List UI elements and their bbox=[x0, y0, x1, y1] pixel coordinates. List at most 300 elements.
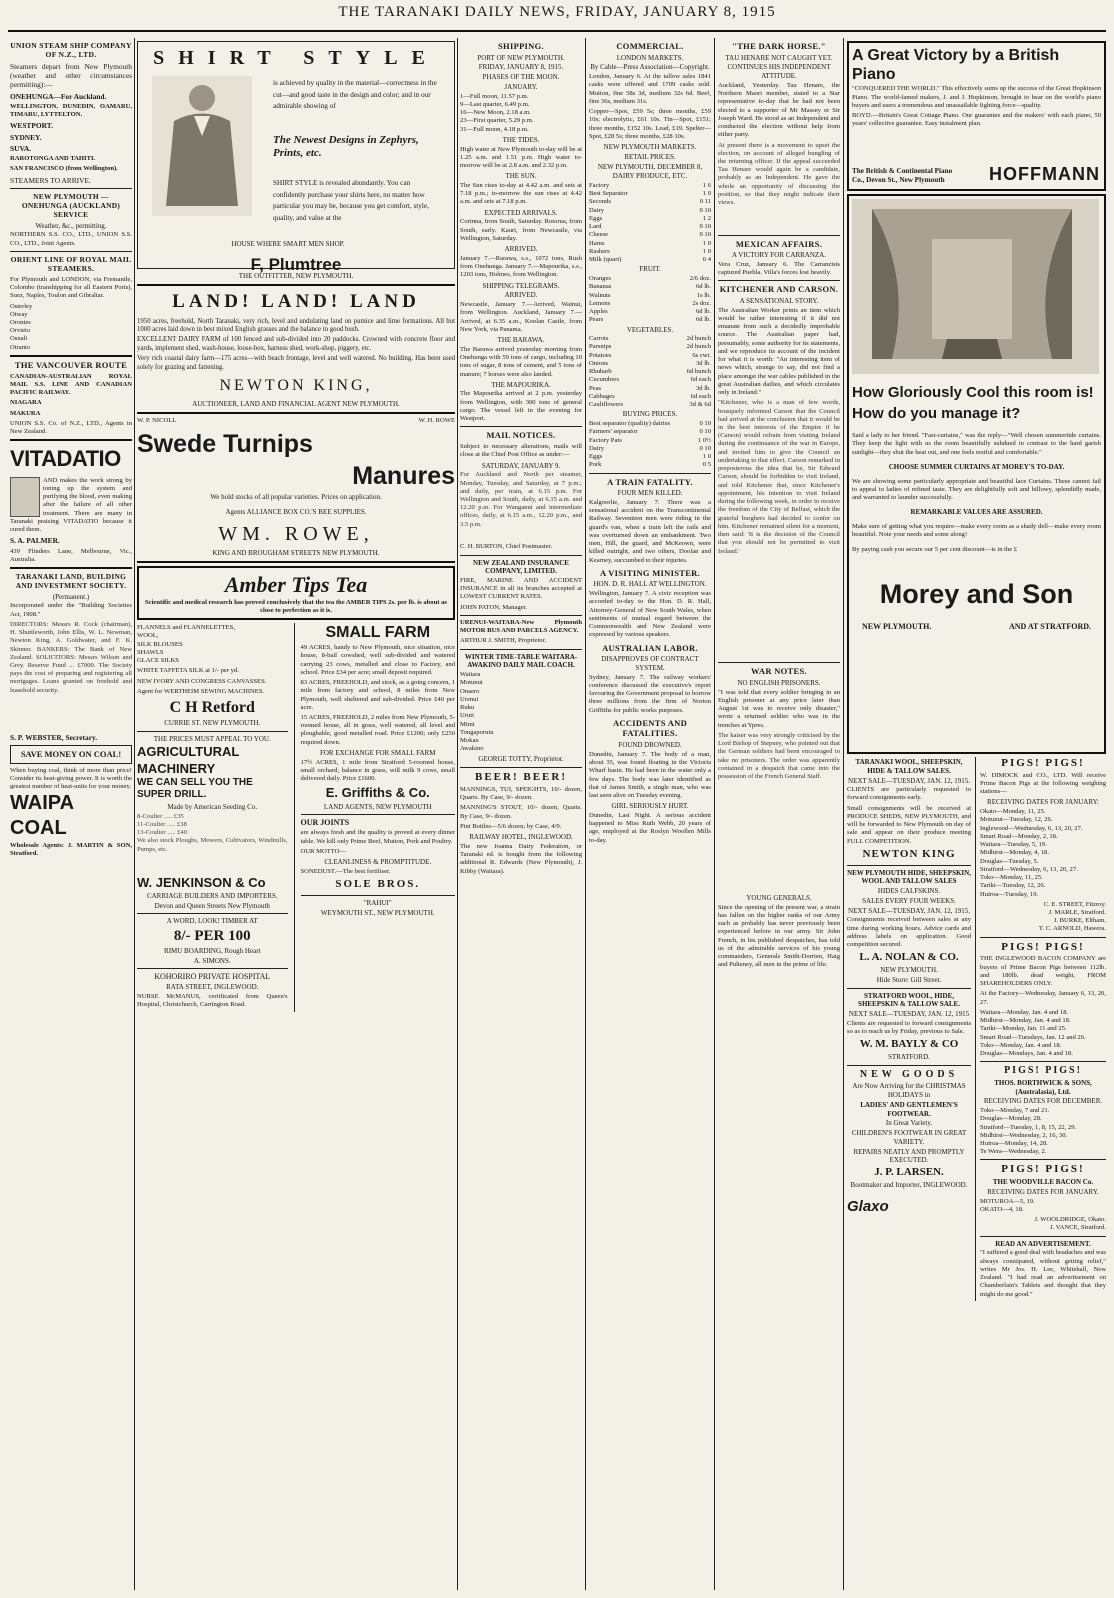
pig-date: MOTUROA—5, 19. bbox=[980, 1197, 1035, 1205]
said-text: Said a lady to her friend. "Fast-curtains," was the reply—"Well chosen summertide curtains. They keep the light with us the room beautifully subdued in contrast to the hard garish sunlight—they shut the heat out, and one feels restful and comfortable." bbox=[852, 432, 1101, 456]
ship-name: Otway bbox=[10, 310, 28, 318]
price-item-name: Eggs bbox=[589, 453, 603, 461]
dimock-agents bbox=[980, 901, 1106, 934]
taranaki-land-heading: TARANAKI LAND, BUILDING AND INVESTMENT SOCIETY. bbox=[15, 572, 127, 591]
shipping-heading: SHIPPING. bbox=[498, 41, 544, 51]
advertisement-heading: READ AN ADVERTISEMENT. bbox=[995, 1239, 1091, 1248]
station: Waitara bbox=[460, 671, 481, 679]
price-row bbox=[589, 292, 711, 300]
moon-phase: 16—New Moon, 2.18 a.m. bbox=[460, 109, 531, 117]
land-text: 1950 acres, freehold, North Taranaki, very rich, level and undulating land on pumice and lime formations. All but 1000 acres laid down in best mixed English grasses and the balance in good bush. bbox=[137, 317, 455, 333]
retford-item: SILK BLOUSES bbox=[137, 640, 183, 648]
girl-text: Dunedin, Last Night. A serious accident happened to Miss Ruth Webb, 20 years of age, employed at the Roslyn Woollen Mills to-day. bbox=[589, 812, 711, 844]
price-item-name: Dairy bbox=[589, 444, 605, 452]
orient-heading: ORIENT LINE OF ROYAL MAIL STEAMERS. bbox=[10, 254, 132, 274]
price-item-name: Cheese bbox=[589, 231, 609, 239]
manures: Manures bbox=[352, 461, 455, 490]
tides-heading: THE TIDES. bbox=[502, 135, 540, 144]
price-row bbox=[589, 376, 711, 384]
vitadatio-figure bbox=[10, 477, 40, 517]
carriage-builders: CARRIAGE BUILDERS AND IMPORTERS. bbox=[146, 891, 278, 900]
np-onehunga-sub: Weather, &c., permitting. bbox=[35, 221, 107, 230]
retford-item: FLANNELS and FLANNELETTES, bbox=[137, 624, 235, 632]
price-row bbox=[589, 316, 711, 324]
waipa-agents: Wholesale Agents: J. MARTIN & SON, Stratford. bbox=[10, 841, 132, 857]
pig-date: Midhirst—Monday, Jan. 4 and 18. bbox=[980, 1017, 1071, 1025]
moon-phases bbox=[460, 93, 582, 134]
np-markets: NEW PLYMOUTH MARKETS. bbox=[603, 143, 697, 151]
wertheim: Agent for WERTHEIM SEWING MACHINES. bbox=[137, 687, 265, 695]
price-item-value: 3d & 6d bbox=[689, 401, 711, 409]
price-row bbox=[589, 360, 711, 368]
price-item-value: 1 0 bbox=[702, 453, 711, 461]
clients: CLIENTS are particularly requested to forward consignments early. bbox=[847, 786, 972, 802]
cable-note: By Cable—Press Association—Copyright. bbox=[590, 63, 710, 72]
timber-price: 8/- PER 100 bbox=[173, 928, 251, 945]
tau-text: Auckland, Yesterday. Tau Henare, the Northern Maori member, stated to a Star representative to-day that he had not been elected to a supporter of Mr Massey or Sir Joseph Ward. He stood as an Independent and conducted the election without help from either party. bbox=[718, 81, 840, 139]
price-row bbox=[589, 207, 711, 215]
niagara: NIAGARA bbox=[10, 399, 42, 407]
drill-table: 8-Coulter ..... £35 11-Coulter ..... £38 13-Coulter ..... £40 We also stock Ploughs, Mowers, Cultivators, Windmills, Pumps, etc. bbox=[137, 812, 288, 853]
labor-heading: AUSTRALIAN LABOR. bbox=[602, 642, 698, 653]
how-gloriously: How Gloriously Cool this room is! How do you manage it? bbox=[852, 384, 1094, 423]
disapproves: DISAPPROVES OF CONTRACT SYSTEM. bbox=[601, 655, 699, 672]
nolan: L. A. NOLAN & CO. bbox=[859, 951, 959, 964]
price-item-name: Carrots bbox=[589, 335, 609, 343]
pig-date: Okato—Monday, 11, 25. bbox=[980, 808, 1046, 816]
veg-list bbox=[589, 335, 711, 409]
makura: MAKURA bbox=[10, 409, 41, 417]
price-item-name: Potatoes bbox=[589, 351, 612, 359]
train-text: Kalgoorlie, January 7. There was a sensational accident on the Transcontinental Railway. Seventeen men were riding in the guard's van, when a train left the rails and was overturned down an embankment. Two men, Hill, the guard, and McKeown, were killed outright, and two others, Doolan and Kearney, succumbed to their injuries. bbox=[589, 498, 711, 564]
price-row bbox=[589, 223, 711, 231]
price-item-name: Cabbages bbox=[589, 392, 615, 400]
nurse: NURSE McMANUS, certificated from Queen's Hospital, Christchurch, Carrington Road. bbox=[137, 993, 288, 1009]
joints-text: are always fresh and the quality is proved at every dinner table. We kill only Prime Beef, Mutton, Pork and Poultry. bbox=[300, 829, 455, 845]
glaxo: Glaxo bbox=[847, 1197, 889, 1215]
westport-route: WESTPORT. bbox=[10, 121, 53, 131]
retail-prices: RETAIL PRICES. bbox=[624, 152, 676, 161]
hides-calfskins: HIDES CALFSKINS. bbox=[877, 887, 941, 896]
station: Tongaporutu bbox=[460, 728, 494, 736]
accidents-heading: ACCIDENTS AND FATALITIES. bbox=[612, 717, 688, 739]
price-item-value: 6d each bbox=[690, 392, 711, 400]
price-item-value: 0 10 bbox=[699, 420, 711, 428]
next-sale-3: NEXT SALE—TUESDAY, JAN. 12, 1915 bbox=[848, 1010, 970, 1019]
price-item-name: Lemons bbox=[589, 299, 611, 307]
price-row bbox=[589, 240, 711, 248]
butter-list bbox=[589, 182, 711, 264]
dairy-federation: The new Joanna Dairy Federation, or Taranaki ed. is bought from the following additional R. Edwards (New Plymouth), J. Kibby (Waitara). bbox=[460, 842, 582, 875]
price-item-name: Hams bbox=[589, 239, 605, 247]
mail-text: Subject to necessary alterations, mails will close at the Chief Post Office as under:— bbox=[460, 443, 582, 459]
small-farm-heading: SMALL FARM bbox=[325, 624, 431, 642]
vegetables-heading: VEGETABLES. bbox=[626, 325, 674, 334]
sensational: A SENSATIONAL STORY. bbox=[739, 296, 819, 305]
price-item-value: 1 6 bbox=[702, 182, 711, 189]
dimock-dates bbox=[980, 808, 1106, 899]
woodville-dates: RECEIVING DATES FOR JANUARY. bbox=[987, 1187, 1099, 1196]
column-shipping-ads bbox=[10, 38, 132, 1590]
phases-heading: PHASES OF THE MOON. bbox=[482, 73, 560, 82]
carranza-sub: A VICTORY FOR CARRANZA. bbox=[731, 251, 826, 260]
railway-hotel: RAILWAY HOTEL, INGLEWOOD. bbox=[469, 833, 573, 842]
onehunga: ONEHUNGA—For Auckland. bbox=[10, 91, 107, 101]
smith: ARTHUR J. SMITH, Proprietor. bbox=[460, 637, 547, 645]
moon-phase: 31—Full moon, 4.18 p.m. bbox=[460, 125, 529, 133]
train-heading: A TRAIN FATALITY. bbox=[607, 476, 693, 487]
pig-date: Midhirst—Monday, 4, 18. bbox=[980, 849, 1050, 857]
pig-date: Huiroa—Tuesday, 19. bbox=[980, 890, 1039, 898]
price-row bbox=[589, 190, 711, 198]
union-steam-heading: UNION STEAM SHIP COMPANY OF N.Z., LTD. bbox=[10, 41, 132, 60]
repairs: REPAIRS NEATLY AND PROMPTLY EXECUTED. bbox=[853, 1147, 965, 1165]
farm-15: 15 ACRES, FREEHOLD, 2 miles from New Plymouth, 5-roomed house, all in grass, well watered, all level and ploughable, good metalled road. Price £1200; only £250 required down. bbox=[300, 713, 455, 746]
jenkinson: W. JENKINSON & Co bbox=[137, 874, 266, 890]
hospital-addr: RATA STREET, INGLEWOOD. bbox=[166, 983, 259, 992]
retford-name: C H Retford bbox=[169, 698, 255, 716]
moon-phase: 9—Last quarter, 6.49 p.m. bbox=[460, 100, 530, 108]
sydney-route: SYDNEY. bbox=[10, 132, 42, 142]
nicoll: W. P. NICOLL bbox=[137, 417, 177, 425]
price-item-name: Lard bbox=[589, 223, 602, 231]
london-text: London, January 6. At the tallow sales 1841 casks were offered and 1709 casks sold. Mutton, fine 58s 3d, medium 32s 6d. Beef, fine 36s, medium 31s. bbox=[589, 73, 711, 105]
agent: J. MARLE, Stratford. bbox=[1048, 909, 1106, 917]
shirt-text-2: SHIRT STYLE is revealed abundantly. You can confidently purchase your shirts here, no matter how particular you may be, because you get comfort, style, quality, and value at the bbox=[273, 179, 429, 222]
next-sale-2: NEXT SALE—TUESDAY, JAN. 12, 1915. bbox=[848, 906, 971, 915]
price-item-name: Pork bbox=[589, 461, 602, 469]
footwear: LADIES' AND GENTLEMEN'S FOOTWEAR. bbox=[860, 1100, 958, 1118]
pig-date: Motunui—Tuesday, 12, 26. bbox=[980, 816, 1053, 824]
ship-name: Orvieto bbox=[10, 327, 31, 335]
price-item-name: Factory bbox=[589, 182, 610, 189]
station: Mimi bbox=[460, 720, 475, 728]
borthwick-dates: RECEIVING DATES FOR DECEMBER. bbox=[983, 1097, 1103, 1106]
generals-text: Since the opening of the present war, a strain has fallen on the higher ranks of our Army such as probably has never previously been experienced before in our army. Sir John French, in his published despatches, has told us of the admirable services of his young commanders, Generals Smith-Dorrien, Haig and Pulteney, all men in the prime of life. bbox=[718, 903, 840, 969]
mail-heading: MAIL NOTICES. bbox=[486, 430, 556, 441]
barawa-heading: THE BARAWA. bbox=[497, 336, 545, 345]
choose-curtains: CHOOSE SUMMER CURTAINS AT MOREY'S TO-DAY. bbox=[888, 462, 1065, 471]
column-shipping bbox=[460, 38, 582, 1590]
price-item-value: 3d lb. bbox=[695, 384, 711, 392]
price-row bbox=[589, 215, 711, 223]
price-item-name: Walnuts bbox=[589, 291, 611, 299]
dairy-produce: DAIRY PRODUCE, ETC. bbox=[612, 172, 688, 181]
pig-date: Stratford—Tuesday, 1, 8, 15, 22, 29. bbox=[980, 1123, 1077, 1131]
station: Awakino bbox=[460, 745, 484, 753]
sales-every: SALES EVERY FOUR WEEKS. bbox=[862, 896, 956, 905]
price-item-value: 3d lb. bbox=[695, 359, 711, 367]
plumtree-name: F, Plumtree bbox=[250, 255, 342, 274]
orient-ships bbox=[10, 303, 132, 352]
price-item-name: Rashers bbox=[589, 247, 610, 255]
price-item-value: 2s doz. bbox=[692, 299, 711, 307]
children: CHILDREN'S FOOTWEAR IN GREAT VARIETY. bbox=[851, 1129, 967, 1146]
amber-tips-text: Scientific and medical research has proved conclusively that the tea the AMBER TIPS 2s. per lb. is about as close to perfection as it is. bbox=[145, 598, 447, 614]
price-item-name: Cauliflowers bbox=[589, 401, 624, 409]
agent: C. E. STREET, Fitzroy. bbox=[1043, 900, 1106, 908]
price-item-name: Factory Pats bbox=[589, 436, 622, 444]
pigs-heading-2: PIGS! PIGS! bbox=[1001, 940, 1085, 953]
price-item-name: Parsnips bbox=[589, 343, 612, 351]
kitchener-heading: KITCHENER AND CARSON. bbox=[719, 284, 839, 295]
morey-np: NEW PLYMOUTH. bbox=[862, 621, 932, 631]
ship-name: Osterley bbox=[10, 302, 33, 310]
sun-heading: THE SUN. bbox=[505, 172, 537, 181]
moon-phase: 1—Full moon, 11.57 p.m. bbox=[460, 92, 529, 100]
price-item-value: 2d bunch bbox=[686, 335, 711, 343]
stratford-wool: STRATFORD WOOL, HIDE, SHEEPSKIN & TALLOW SALE. bbox=[858, 991, 960, 1009]
price-item-value: 1 0 bbox=[702, 239, 711, 247]
cash-discount: By paying cash you secure our 5 per cent discount—is in the £ bbox=[852, 545, 1018, 553]
union-agents: UNION S.S. Co. of N.Z., LTD., Agents in New Zealand. bbox=[10, 419, 132, 435]
price-item-name: Best Separator bbox=[589, 190, 628, 198]
clients-2: Clients are requested to forward consignments so as to reach us by Friday, previous to Sale. bbox=[847, 1019, 972, 1036]
newest-designs: The Newest Designs in Zephyrs, Prints, etc. bbox=[273, 134, 419, 160]
price-row bbox=[589, 275, 711, 283]
price-item-value: 0 10 bbox=[699, 206, 711, 214]
station: Motunui bbox=[460, 679, 483, 687]
price-row bbox=[589, 256, 711, 264]
newton-king-sub: AUCTIONEER, LAND AND FINANCIAL AGENT NEW PLYMOUTH. bbox=[192, 400, 400, 409]
vitadatio-text: AND makes the work strong by toning up the system and purifying the blood, even making after the failure of all other treatment. There are many in Taranaki praising VITADATIO because it cured them. bbox=[10, 476, 132, 534]
price-item-name: Pears bbox=[589, 316, 604, 324]
suva-route: SUVA. bbox=[10, 143, 32, 153]
tides-text: High water at New Plymouth to-day will be at 1.25 a.m. and 1.51 p.m. High water to-morrow will be at 2.8 a.m. and 2.32 p.m. bbox=[460, 145, 582, 170]
price-row bbox=[589, 445, 711, 453]
hoffmann: HOFFMANN bbox=[989, 163, 1100, 184]
nz-insurance: NEW ZEALAND INSURANCE COMPANY, LIMITED. bbox=[473, 558, 569, 576]
borthwick: THOS. BORTHWICK & SONS, (Australasia), Ltd. bbox=[994, 1078, 1092, 1096]
prices-appeal: THE PRICES MUST APPEAL TO YOU. bbox=[153, 734, 271, 743]
pig-date: Te Wera—Wednesday, 2. bbox=[980, 1148, 1047, 1156]
wm-rowe-addr: KING AND BROUGHAM STREETS NEW PLYMOUTH. bbox=[212, 549, 380, 558]
great-victory: A Great Victory by a British Piano bbox=[852, 47, 1060, 84]
telegrams-heading: SHIPPING TELEGRAMS. bbox=[482, 281, 560, 290]
masthead-rule bbox=[8, 30, 1106, 32]
incorporated: Incorporated under the "Building Societies Act, 1908." bbox=[10, 602, 132, 618]
ship-name: Otranto bbox=[10, 343, 31, 351]
price-item-name: Rhubarb bbox=[589, 368, 612, 376]
price-item-name: Peas bbox=[589, 384, 602, 392]
sun-text: The Sun rises to-day at 4.42 a.m. and sets at 7.18 p.m.; to-morrow the sun rises at 4.42 a.m. and sets at 7.18 p.m. bbox=[460, 182, 582, 206]
war-text: "I was told that every soldier bringing in an English prisoner at any price later than August 1st was to receive only disaster," wrote a returned soldier who was in the trenches at Ypres. bbox=[718, 688, 840, 729]
price-item-value: 1 0 bbox=[702, 190, 711, 198]
farm-49: 49 ACRES, handy to New Plymouth, nice situation, nice house, 8-bail cowshed, well sub-divided and watered carrying 23 cows, metalled and close to Factory, and school. Price £34 per acre; small deposit required. bbox=[300, 644, 455, 676]
land-heading: LAND! LAND! LAND bbox=[172, 290, 420, 312]
pig-date: Waitara—Monday, Jan. 4 and 18. bbox=[980, 1008, 1069, 1016]
dark-horse-heading: "THE DARK HORSE." bbox=[732, 41, 826, 51]
pig-date: Tariki—Tuesday, 12, 26. bbox=[980, 882, 1046, 890]
pig-date: Douglas—Mondays, Jan. 4 and 18. bbox=[980, 1050, 1073, 1058]
northern-agents: NORTHERN S.S. CO., LTD., UNION S.S. CO., LTD., Joint Agents. bbox=[10, 231, 132, 247]
nolan-store: Hide Store: Gill Street. bbox=[876, 975, 942, 984]
price-item-value: 1s lb. bbox=[696, 291, 711, 299]
war-notes-heading: WAR NOTES. bbox=[751, 666, 807, 677]
column-news bbox=[718, 38, 840, 1590]
mannings: MANNING'S STOUT, 10/- dozen, Quarts. By Case, 9/- dozen. bbox=[460, 804, 582, 820]
woodville: THE WOODVILLE BACON Co. bbox=[992, 1178, 1094, 1187]
shirt-text: is achieved by quality in the material—correctness in the cut—and good taste in the design and color; and in our admirable showing of bbox=[273, 79, 437, 111]
devon-queen: Devon and Queen Streets New Plymouth bbox=[154, 901, 270, 910]
agent: J. BURKE, Eltham. bbox=[1053, 917, 1106, 925]
steamers-arrive: STEAMERS TO ARRIVE. bbox=[10, 175, 91, 185]
price-row bbox=[589, 300, 711, 308]
price-item-value: 6d bunch bbox=[686, 368, 711, 376]
sheepskin-heading: TARANAKI WOOL, SHEEPSKIN, HIDE & TALLOW SALES. bbox=[855, 758, 963, 775]
price-row bbox=[589, 368, 711, 376]
george-totty: GEORGE TOTTY, Proprietor. bbox=[478, 755, 564, 764]
webster: S. P. WEBSTER, Secretary. bbox=[10, 732, 98, 742]
curtains-ad bbox=[847, 194, 1106, 754]
remarkable: REMARKABLE VALUES ARE ASSURED. bbox=[910, 508, 1043, 517]
palmer-addr: 439 Flinders Lane, Melbourne, Vic., Australia. bbox=[10, 547, 132, 563]
amber-tips-ad bbox=[137, 566, 455, 620]
palmer: S. A. PALMER. bbox=[10, 536, 60, 546]
rahui: "RAHUI" bbox=[363, 898, 392, 907]
boyd-text: BOYD.—Britain's Great Cottage Piano. Our guarantee and the makers' with each piano, 50 years' collective guarantee. Easy instalment plan. bbox=[852, 112, 1101, 128]
farm-83: 83 ACRES, FREEHOLD, and stock, as a going concern, 1 mile from factory and school, 8 miles from New Plymouth, well sheltered and sub-divided. Price £40 per acre. bbox=[300, 679, 455, 711]
borthwick-list bbox=[980, 1107, 1106, 1156]
mail-details: For Auckland and North per steamer, Monday, Tuesday, and Saturday, at 7 p.m.; and daily, per train, at 6.15 p.m. For Wellington and South, daily, at 6.15 a.m. and 12.20 p.m. For Wanganui and intermediate offices, daily, at 6.15 a.m., 12.20 p.m., and 3.5 p.m. bbox=[460, 471, 582, 528]
np-date: NEW PLYMOUTH, DECEMBER 8, bbox=[597, 162, 703, 171]
agricultural-machinery: AGRICULTURAL MACHINERY bbox=[137, 744, 240, 776]
column-right-ads bbox=[847, 38, 1106, 1590]
metals-text: Copper—Spot, £59 5s; three months, £59 10s; electrolytic, £61 10s. Tin—Spot, £151; three months, £152 10s. Lead, £19. Spelter—Spot, £28 5s; three months, £28 10s. bbox=[589, 108, 711, 140]
barawa-text: The Barawa arrived yesterday morning from Onehunga with 59 tons of cargo, including 10 tons of sugar, 8 tons of cement, and 5 tons of manure; 7 horses were also landed. bbox=[460, 345, 582, 378]
expected-heading: EXPECTED ARRIVALS. bbox=[484, 208, 558, 217]
price-item-value: 0 10 bbox=[699, 428, 711, 436]
london-markets: LONDON MARKETS. bbox=[616, 53, 684, 62]
kitchener-more: "Kitchener, who is a man of few words, brusquely informed Carson that the Council had arrived at the conclusion that it would be in the best interests of the Empire if he (Carson) would refrain from visiting Ireland during the continuance of the war in Europe, and invited him to give the Council an undertaking to that effect. Carson remarked in preposterous the idea that he, Sir Edward Carson, should be forbidden to visit Ireland, and told Kitchener that, since Kitchener's appointment, his intention to visit Ireland during the following week, in order to receive the freedom of the City of Belfast, which the grateful burghers had decided to confer on him. Kitchener remained silent for a moment, then said: 'It is the decision of the Council that you should not be permitted to visit Ireland.' bbox=[718, 399, 840, 555]
ship-name: Osnali bbox=[10, 335, 28, 343]
retford-item: WOOL, bbox=[137, 632, 159, 640]
pigs-heading: PIGS! PIGS! bbox=[1001, 757, 1085, 769]
retford-item: SHAWLS bbox=[137, 648, 164, 656]
white-taffeta: WHITE TAFFETA SILK at 1/- per yd. bbox=[137, 667, 239, 675]
price-item-name: Cucumbers bbox=[589, 376, 620, 384]
woodville-list bbox=[980, 1198, 1106, 1214]
labor-text: Sydney, January 7. The railway workers' conference discussed the executive's report favouring the Government proposal to borrow three millions from the firm of Norton Griffiths for public works purposes. bbox=[589, 673, 711, 714]
factory-dates: At the Factory—Wednesday, January 6, 13, 20, 27. bbox=[980, 990, 1106, 1006]
society-text: DIRECTORS: Messrs R. Cock (chairman), H. Shuttleworth, John Ellis, W. L. Newman, Newton King, A. Goldwater, and F. K. Skinner. BANKERS: The Bank of New Zealand. SOLICITORS: Messrs Wilson and Grey. Reserve Fund ... £7000. The Society pays the cost of preparing and registering all mortgages. Loans granted on freehold and leasehold security. bbox=[10, 620, 132, 694]
price-item-value: 6d lb. bbox=[695, 283, 711, 291]
motto: OUR MOTTO— bbox=[300, 847, 347, 855]
produce-sheds: Small consignments will be received at PRODUCE SHEDS, NEW PLYMOUTH, and will be forwarded to New Plymouth on day of sale and appear on their produce meeting FULL COMPETITION. bbox=[847, 804, 972, 845]
bee-agents: Agents ALLIANCE BOX CO.'S BEE SUPPLIES. bbox=[225, 507, 367, 516]
column-rule bbox=[457, 38, 458, 1590]
price-item-value: 6d lb. bbox=[695, 308, 711, 316]
price-row bbox=[589, 182, 711, 190]
january: JANUARY. bbox=[504, 82, 538, 91]
buying-heading: BUYING PRICES. bbox=[622, 410, 678, 419]
inglewood-dates bbox=[980, 1009, 1106, 1058]
wm-rowe: WM. ROWE, bbox=[218, 523, 374, 546]
tau-more: At present there is a movement to upset the election, on account of alleged bungling of the returning officer. If the appeal succeeded Tau Henare would again be a candidate, probably as an Independent. He gave the whole an opportunity of discussing the position, so that they might indicate their views. bbox=[718, 141, 840, 207]
pig-date: Smart Road—Tuesdays, Jan. 12 and 26. bbox=[980, 1033, 1086, 1041]
price-item-name: Best separator (quality) dairies bbox=[589, 420, 671, 428]
pig-date: Midhirst—Wednesday, 2, 16, 30. bbox=[980, 1131, 1068, 1139]
great-variety: In Great Variety. bbox=[885, 1119, 933, 1128]
morey-and-son: Morey and Son bbox=[879, 578, 1074, 609]
price-row bbox=[589, 437, 711, 445]
dairy-farm-text: EXCELLENT DAIRY FARM of 100 fenced and sub-divided into 20 paddocks. Crowned with concrete floor and yards, implement shed, wash-house, loose-box, harness shed, work-shop, piggery, etc. bbox=[137, 336, 455, 352]
larsen-sub: Bootmaker and Importer, INGLEWOOD. bbox=[850, 1180, 968, 1189]
urenui: URENUI-WAITARA-New Plymouth MOTOR BUS AND PARCELS AGENCY. bbox=[460, 618, 582, 635]
price-row bbox=[589, 393, 711, 401]
buying-list bbox=[589, 420, 711, 469]
ivory-canvasses: NEW IVORY AND CONGRESS CANVASSES. bbox=[137, 677, 267, 685]
dimock: W. DIMOCK and CO., LTD. Will receive Prime Bacon Pigs at the following weighing stations— bbox=[980, 771, 1106, 796]
drowned-text: Dunedin, January 7. The body of a man, about 35, was found floating in the Victoria Wharf basin. He had been in the water only a few days. The body was later identified as that of James Smith, a single man, who was last seen alive on Tuesday evening. bbox=[589, 750, 711, 800]
sole-bros: SOLE BROS. bbox=[335, 878, 421, 891]
column-rule bbox=[134, 38, 135, 1590]
price-row bbox=[589, 385, 711, 393]
currie-st: CURRIE ST. NEW PLYMOUTH. bbox=[164, 718, 261, 727]
station: Urenui bbox=[460, 695, 479, 703]
column-rule bbox=[843, 38, 844, 1590]
price-item-name: Dairy bbox=[589, 206, 605, 214]
pigs-heading-4: PIGS! PIGS! bbox=[1001, 1163, 1085, 1176]
price-row bbox=[589, 343, 711, 351]
rimu-boarding: RIMU BOARDING, Rough Heart bbox=[164, 946, 261, 955]
pig-date: Waitara—Tuesday, 5, 19. bbox=[980, 841, 1047, 849]
newton-king-heading: NEWTON KING, bbox=[219, 377, 373, 395]
continues: CONTINUES HIS INDEPENDENT ATTITUDE. bbox=[727, 63, 831, 81]
arrived-text: January 7.—Rarawa, s.s., 1072 tons, Rush from Onehunga. January 7.—Mapourika, s.s., 1203 tons, Holmes, from Wellington. bbox=[460, 254, 582, 279]
minister-heading: A VISITING MINISTER. bbox=[599, 567, 701, 578]
agent: J. WOOLDRIDGE, Okato. bbox=[1034, 1216, 1106, 1224]
paton: JOHN PATON, Manager. bbox=[460, 603, 528, 611]
woodville-agents bbox=[980, 1216, 1106, 1232]
arriving: Are Now Arriving for the CHRISTMAS HOLIDAYS in bbox=[852, 1082, 966, 1100]
exchange: FOR EXCHANGE FOR SMALL FARM bbox=[319, 748, 436, 757]
price-item-value: 6s cwt. bbox=[692, 351, 711, 359]
station: Onaero bbox=[460, 687, 480, 695]
griffiths: E. Griffiths & Co. bbox=[325, 785, 430, 801]
rowe-small: W. H. ROWE bbox=[418, 417, 455, 425]
pigs-heading-3: PIGS! PIGS! bbox=[1004, 1065, 1082, 1077]
beer-heading: BEER! BEER! bbox=[475, 771, 567, 784]
price-item-value: 0 10 bbox=[699, 444, 711, 452]
room-illustration bbox=[852, 199, 1099, 374]
price-item-value: 0 10 bbox=[699, 223, 711, 231]
price-row bbox=[589, 420, 711, 428]
new-goods: NEW GOODS bbox=[859, 1068, 959, 1080]
masthead: THE TARANAKI DAILY NEWS, FRIDAY, JANUARY 8, 1915 bbox=[338, 4, 776, 20]
pig-date: Toko—Monday, Jan. 4 and 18. bbox=[980, 1041, 1062, 1049]
station: Ruku bbox=[460, 704, 475, 712]
commercial-heading: COMMERCIAL. bbox=[616, 41, 684, 51]
choose-text: We are showing some particularly appropriate and beautiful lace Curtains. These cannot fail to appeal to ladies of refined taste. They are delightfully soft and billowy, splendidly made, and warranted to launder successfully. bbox=[852, 477, 1101, 502]
burton: C. H. BURTON, Chief Postmaster. bbox=[460, 543, 553, 551]
carranza-text: Vera Cruz, January 6. The Carranzists captured Puebla. Villa's forces lost heavily. bbox=[718, 260, 840, 277]
retford-item: GLACE SILKS bbox=[137, 657, 179, 665]
column-commercial bbox=[589, 38, 711, 1590]
war-more: The kaiser was very strongly criticised by the Lord Bishop of Stepney, who pointed out that the German soldiers had been encouraged to take no prisoners. The order was apparently contained in a despatch that came into the possession of the French General Staff. bbox=[718, 731, 840, 781]
price-item-value: 1 2 bbox=[702, 214, 711, 222]
morey-stratford: AND AT STRATFORD. bbox=[1008, 621, 1091, 631]
pig-date: Inglewood—Wednesday, 6, 13, 20, 27. bbox=[980, 824, 1083, 832]
rarotonga-route: RAROTONGA AND TAHITI. bbox=[10, 155, 96, 163]
price-row bbox=[589, 198, 711, 206]
price-item-value: 2d bunch bbox=[686, 343, 711, 351]
price-item-value: 6d each bbox=[690, 376, 711, 384]
np-onehunga-heading: NEW PLYMOUTH — ONEHUNGA (AUCKLAND) SERVICE bbox=[21, 191, 121, 220]
coach-stations bbox=[460, 671, 582, 753]
house-smart-men: HOUSE WHERE SMART MEN SHOP. bbox=[231, 240, 345, 248]
newton-king-small: NEWTON KING bbox=[862, 847, 956, 860]
